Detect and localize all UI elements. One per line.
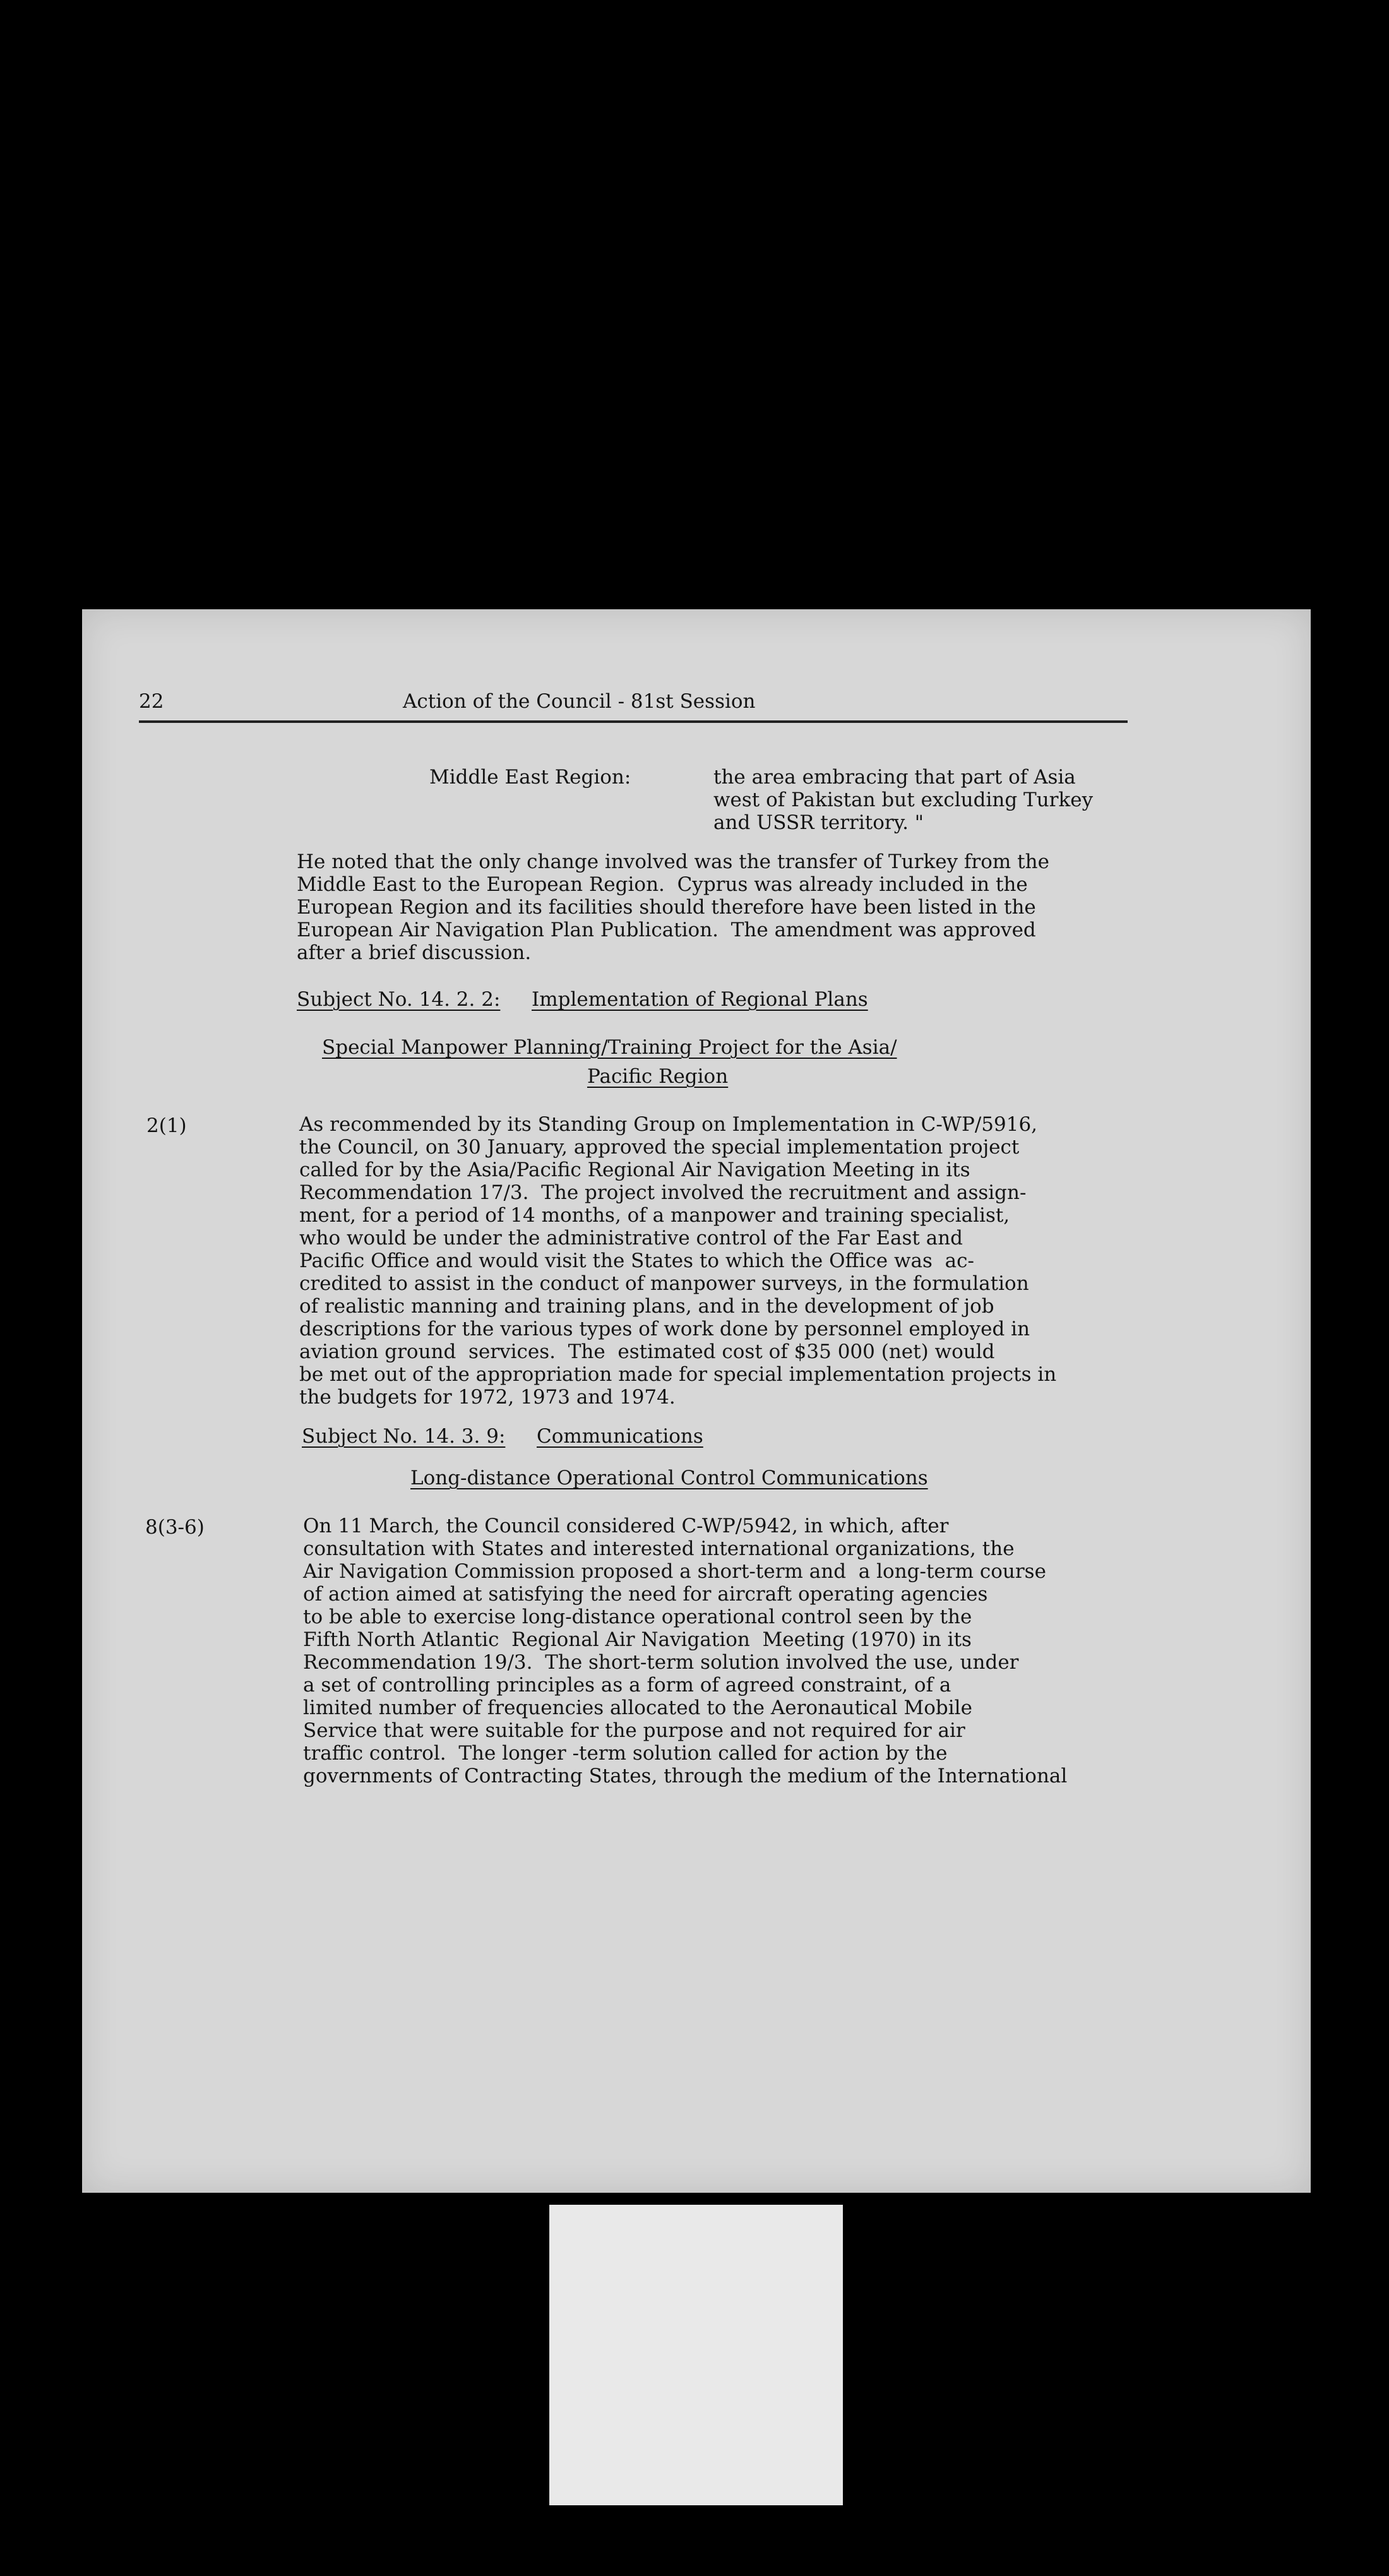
definition-line: the area embracing that part of Asia — [713, 766, 1076, 789]
paragraph-line: the Council, on 30 January, approved the special implementation project — [299, 1136, 1020, 1159]
subject-title: Implementation of Regional Plans — [532, 988, 868, 1011]
paragraph-line: to be able to exercise long-distance operational control seen by the — [303, 1606, 972, 1628]
paragraph-line: He noted that the only change involved was the transfer of Turkey from the — [297, 850, 1049, 873]
subject-title: Communications — [537, 1425, 703, 1448]
paragraph-line: Fifth North Atlantic Regional Air Navigation Meeting (1970) in its — [303, 1628, 972, 1651]
page-number: 22 — [139, 690, 164, 713]
paragraph-line: of action aimed at satisfying the need for aircraft operating agencies — [303, 1583, 988, 1606]
subject-subheading: Long-distance Operational Control Communications — [410, 1467, 928, 1489]
paragraph-line: descriptions for the various types of work done by personnel employed in — [299, 1318, 1030, 1340]
paragraph-line: credited to assist in the conduct of manpower surveys, in the formulation — [299, 1272, 1029, 1295]
paragraph-line: Recommendation 17/3. The project involved the recruitment and assign- — [299, 1181, 1027, 1204]
paragraph-line: limited number of frequencies allocated to the Aeronautical Mobile — [303, 1696, 972, 1719]
subject-subheading: Special Manpower Planning/Training Project for the Asia/ — [322, 1036, 897, 1059]
definition-term: Middle East Region: — [429, 766, 631, 789]
running-title: Action of the Council - 81st Session — [403, 690, 756, 713]
paragraph-line: aviation ground services. The estimated cost of $35 000 (net) would — [299, 1340, 995, 1363]
paragraph-line: Air Navigation Commission proposed a short-term and a long-term course — [303, 1560, 1046, 1583]
subject-number: Subject No. 14. 3. 9: — [302, 1425, 506, 1448]
paragraph-line: a set of controlling principles as a form of agreed constraint, of a — [303, 1674, 951, 1696]
blank-target-card — [549, 2205, 843, 2505]
paragraph-line: called for by the Asia/Pacific Regional Air Navigation Meeting in its — [299, 1159, 970, 1181]
paragraph-line: European Air Navigation Plan Publication. The amendment was approved — [297, 919, 1036, 941]
document-page — [82, 609, 1311, 2193]
subject-subheading: Pacific Region — [587, 1065, 729, 1088]
paragraph-line: Pacific Office and would visit the States to which the Office was ac- — [299, 1249, 974, 1272]
definition-line: and USSR territory. " — [713, 811, 924, 834]
paragraph-line: consultation with States and interested international organizations, the — [303, 1537, 1015, 1560]
paragraph-line: As recommended by its Standing Group on Implementation in C-WP/5916, — [299, 1113, 1038, 1136]
paragraph-line: the budgets for 1972, 1973 and 1974. — [299, 1386, 676, 1409]
page-header — [139, 690, 1128, 723]
paragraph-line: On 11 March, the Council considered C-WP/5942, in which, after — [303, 1515, 949, 1537]
paragraph-line: Service that were suitable for the purpose and not required for air — [303, 1719, 965, 1742]
paragraph-line: governments of Contracting States, through the medium of the International — [303, 1765, 1068, 1787]
paragraph-line: after a brief discussion. — [297, 941, 532, 964]
paragraph-line: be met out of the appropriation made for special implementation projects in — [299, 1363, 1057, 1386]
paragraph-line: ment, for a period of 14 months, of a manpower and training specialist, — [299, 1204, 1010, 1227]
subject-number: Subject No. 14. 2. 2: — [297, 988, 501, 1011]
paragraph-line: Recommendation 19/3. The short-term solution involved the use, under — [303, 1651, 1019, 1674]
paragraph-line: of realistic manning and training plans, and in the development of job — [299, 1295, 994, 1318]
definition-line: west of Pakistan but excluding Turkey — [713, 789, 1094, 811]
margin-reference: 2(1) — [146, 1114, 187, 1137]
paragraph-line: Middle East to the European Region. Cyprus was already included in the — [297, 873, 1028, 896]
paragraph-line: European Region and its facilities should therefore have been listed in the — [297, 896, 1036, 919]
margin-reference: 8(3-6) — [145, 1516, 205, 1539]
paragraph-line: who would be under the administrative control of the Far East and — [299, 1227, 963, 1249]
paragraph-line: traffic control. The longer -term solution called for action by the — [303, 1742, 948, 1765]
